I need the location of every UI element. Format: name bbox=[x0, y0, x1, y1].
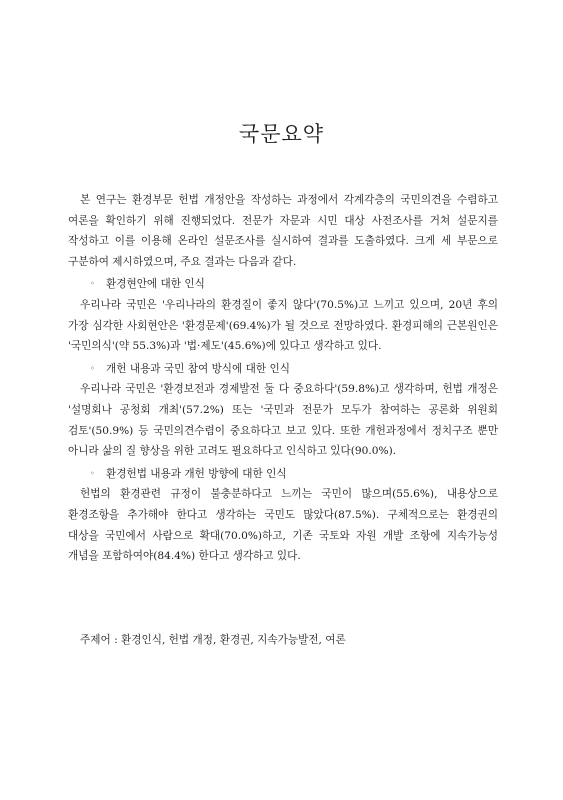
section-heading bbox=[68, 359, 498, 380]
section-paragraph: 우리나라 국민은 '우리나라의 환경질이 좋지 않다'(70.5%)고 느끼고 있으며, 20년 후의 가장 심각한 사회현안은 '환경문제'(69.4%)가 될 것으로 전망하였다. 환경피해의 근본원인은 '국민의식'(약 55.3%)과 '법·제도'(45.6%)에 있다고 생각하고 있다. bbox=[68, 298, 498, 353]
circle-bullet-icon: ◦ bbox=[90, 279, 95, 289]
section-heading-text: 환경헌법 내용과 개헌 방향에 대한 인식 bbox=[106, 467, 287, 480]
section-1 bbox=[68, 274, 498, 356]
intro-paragraph: 본 연구는 환경부문 헌법 개정안을 작성하는 과정에서 각계각층의 국민의견을 수렴하고 여론을 확인하기 위해 진행되었다. 전문가 자문과 시민 대상 사전조사를 거쳐 설문지를 작성하고 이를 이용해 온라인 설문조사를 실시하여 결과를 도출하였다. 크게 세 부문으로 구분하여 제시하였으며, 주요 결과는 다음과 같다. bbox=[68, 194, 498, 268]
section-2 bbox=[68, 359, 498, 462]
keywords-list: 환경인식, 헌법 개정, 환경권, 지속가능발전, 여론 bbox=[121, 634, 346, 646]
page-title: 국문요약 bbox=[238, 122, 325, 146]
section-heading-text: 환경현안에 대한 인식 bbox=[106, 278, 205, 291]
circle-bullet-icon: ◦ bbox=[90, 363, 95, 373]
summary-body bbox=[68, 190, 498, 567]
section-heading bbox=[68, 464, 498, 485]
section-3 bbox=[68, 464, 498, 567]
section-heading bbox=[68, 274, 498, 295]
section-paragraph: 우리나라 국민은 '환경보전과 경제발전 둘 다 중요하다'(59.8%)고 생각하며, 헌법 개정은 '설명회나 공청회 개최'(57.2%) 또는 '국민과 전문가 모두가 참여하는 공론화 위원회 검토'(50.9%) 등 국민의견수렴이 중요하다고 보고 있다. 또한 개헌과정에서 정치구조 뿐만 아니라 삶의 질 향상을 위한 고려도 필요하다고 인식하고 있다(90.0%). bbox=[68, 383, 498, 458]
section-paragraph: 헌법의 환경관련 규정이 불충분하다고 느끼는 국민이 많으며(55.6%), 내용상으로 환경조항을 추가해야 한다고 생각하는 국민도 많았다(87.5%). 구체적으로는 환경권의 대상을 국민에서 사람으로 확대(70.0%)하고, 기존 국토와 자원 개발 조항에 지속가능성 개념을 포함하여야(84.4%) 한다고 생각하고 있다. bbox=[68, 488, 498, 563]
keywords-label: 주제어 : bbox=[80, 634, 118, 646]
keywords-line bbox=[80, 631, 500, 649]
circle-bullet-icon: ◦ bbox=[90, 468, 95, 478]
section-heading-text: 개헌 내용과 국민 참여 방식에 대한 인식 bbox=[106, 362, 290, 375]
